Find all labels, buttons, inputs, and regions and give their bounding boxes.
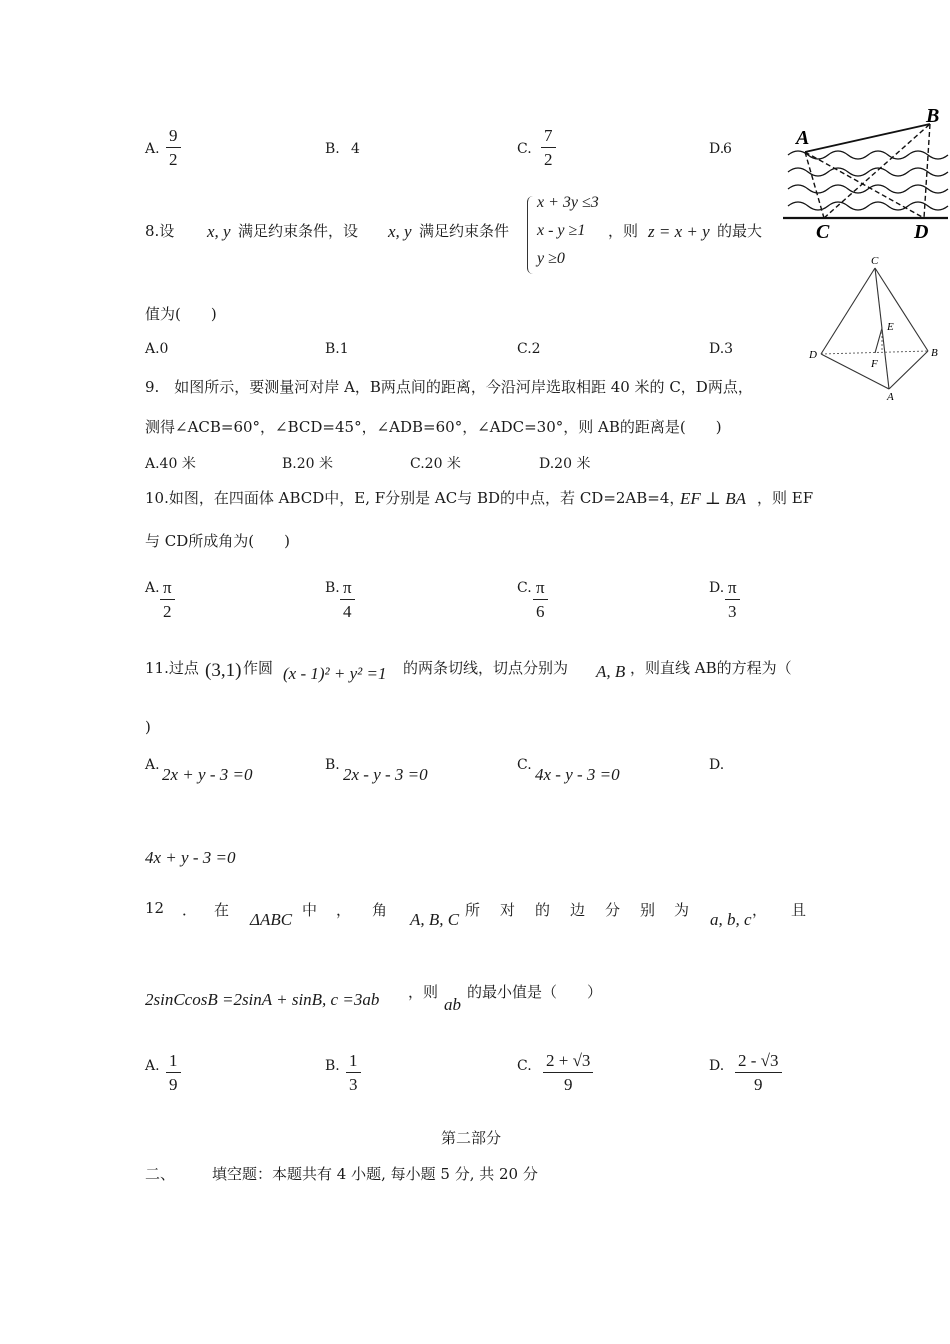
river-figure: [780, 100, 950, 245]
q10-option-c-fraction: $\frac{\pi}{6}$: [533, 577, 548, 624]
q12-condition: 2sinCcosB =2sinA + sinB, c =3ab: [145, 990, 380, 1009]
q10-option-d-label: D.: [709, 580, 725, 596]
q12-option-c-label: C.: [517, 1058, 532, 1074]
q10-line1-math: EF ⊥ BA: [680, 489, 747, 508]
q11-option-d-label: D.: [709, 757, 725, 773]
q7-option-c-label: C.: [517, 141, 532, 157]
q8-vars-1: x, y: [207, 222, 231, 241]
q11-option-c-eq: 4x - y - 3 =0: [535, 765, 620, 784]
q12-option-d-fraction: $\frac{2 - √3}{9}$: [735, 1050, 782, 1097]
q12-word: 的: [535, 901, 551, 919]
q10-line1-b: ，则 EF: [757, 489, 814, 507]
q12-word: 且: [791, 901, 807, 919]
q12-word: 对: [500, 901, 516, 919]
q7-option-d-label: D.: [709, 141, 725, 157]
q12-word: 角: [372, 901, 388, 919]
q8-objective: z = x + y: [648, 222, 710, 241]
q12-then: ，则: [408, 983, 439, 1001]
q11-close: ): [145, 718, 151, 736]
tetrahedron-figure: [805, 250, 950, 405]
q11-tangent-points: A, B: [596, 662, 626, 681]
q8-constraint-3: y ≥0: [537, 250, 565, 267]
q12-word: 所: [465, 901, 481, 919]
q11-text: 的两条切线，切点分别为: [403, 659, 569, 677]
q7-option-c-fraction: $\frac{7}{2}$: [541, 125, 556, 172]
q12-angles: A, B, C: [410, 910, 460, 929]
section-number: 二、: [145, 1165, 176, 1183]
tetra-label-b: B: [931, 347, 938, 359]
q12-sides: a, b, c: [710, 910, 752, 929]
q12-suffix: 的最小值是（ ）: [467, 983, 603, 1001]
q8-constraint-1: x + 3y ≤3: [537, 194, 599, 211]
q8-line2: 值为( ): [145, 305, 217, 323]
q11-circle: (x - 1)² + y² =1: [283, 664, 387, 683]
river-label-b: B: [926, 105, 940, 127]
q12-word: 在: [214, 901, 230, 919]
q9-option-c: C.20 米: [410, 456, 461, 472]
q7-option-a-fraction: $\frac{9}{2}$: [166, 125, 181, 172]
q10-option-d-fraction: $\frac{\pi}{3}$: [725, 577, 740, 624]
q12-target: ab: [444, 995, 461, 1014]
q12-word: 分: [605, 901, 621, 919]
q8-constraint-2: x - y ≥1: [537, 222, 586, 239]
q8-option-d: D.3: [709, 341, 734, 357]
tetra-label-d: D: [809, 349, 817, 361]
q12-word: 为: [674, 901, 690, 919]
q10-line2: 与 CD所成角为( ): [145, 532, 290, 550]
q8-option-a: A.0: [145, 341, 169, 357]
q12-word: 中: [302, 901, 318, 919]
q12-option-a-fraction: $\frac{1}{9}$: [166, 1050, 181, 1097]
q8-then: ，则: [608, 222, 639, 240]
q11-option-a-eq: 2x + y - 3 =0: [162, 765, 253, 784]
tetra-label-a: A: [887, 391, 894, 403]
q12-word: 边: [570, 901, 586, 919]
q12-word: ，: [336, 901, 352, 919]
q11-mid: 作圆: [243, 659, 274, 677]
river-label-c: C: [816, 221, 830, 243]
q12-option-b-label: B.: [325, 1058, 340, 1074]
q11-prefix: 11.过点: [145, 659, 199, 677]
q11-option-d-eq: 4x + y - 3 =0: [145, 848, 236, 867]
q9-line2: 测得∠ACB=60°，∠BCD=45°，∠ADB=60°，∠ADC=30°，则 AB的距离是( ): [145, 418, 722, 436]
q8-option-c: C.2: [517, 341, 541, 357]
q11-option-b-label: B.: [325, 757, 340, 773]
section-heading: 填空题：本题共有 4 小题, 每小题 5 分, 共 20 分: [212, 1165, 538, 1183]
q7-option-d-value: 6: [723, 141, 732, 157]
q8-option-b: B.1: [325, 341, 349, 357]
q8-vars-2: x, y: [388, 222, 412, 241]
q11-suffix: ，则直线 AB的方程为（: [630, 659, 792, 677]
q10-option-b-fraction: $\frac{\pi}{4}$: [340, 577, 355, 624]
q8-suffix: 的最大: [717, 222, 763, 240]
q11-option-b-eq: 2x - y - 3 =0: [343, 765, 428, 784]
q8-text-a: 满足约束条件，设: [238, 222, 359, 240]
q12-option-a-label: A.: [145, 1058, 160, 1074]
q12-word: 别: [640, 901, 656, 919]
tetra-label-f: F: [871, 358, 878, 370]
q8-brace: [527, 196, 533, 274]
q11-point: (3,1): [205, 660, 242, 681]
q9-option-b: B.20 米: [282, 456, 334, 472]
river-label-a: A: [796, 127, 810, 149]
q12-option-d-label: D.: [709, 1058, 725, 1074]
q8-text-b: 满足约束条件: [419, 222, 510, 240]
q10-option-c-label: C.: [517, 580, 532, 596]
q7-option-b-label: B.: [325, 141, 340, 157]
q10-option-a-fraction: $\frac{\pi}{2}$: [160, 577, 175, 624]
river-label-d: D: [914, 221, 929, 243]
q11-option-a-label: A.: [145, 757, 160, 773]
q10-line1-a: 10.如图，在四面体 ABCD中，E, F分别是 AC与 BD的中点，若 CD=2AB=4，: [145, 489, 685, 507]
q9-option-d: D.20 米: [539, 456, 591, 472]
q7-option-a-label: A.: [145, 141, 160, 157]
q9-option-a: A.40 米: [145, 456, 196, 472]
q12-option-b-fraction: $\frac{1}{3}$: [346, 1050, 361, 1097]
q12-word: ，: [752, 901, 768, 919]
tetra-label-c: C: [871, 255, 879, 267]
q9-line1: 9. 如图所示，要测量河对岸 A，B两点间的距离，今沿河岸选取相距 40 米的 C，D两点，: [145, 378, 753, 396]
q12-word: 12: [145, 899, 165, 917]
part2-title: 第二部分: [441, 1129, 502, 1147]
q12-triangle: ΔABC: [250, 910, 293, 929]
q12-word: ．: [182, 901, 198, 919]
q8-prefix: 8.设: [145, 222, 175, 240]
q7-option-b-value: 4: [351, 141, 360, 157]
tetra-label-e: E: [887, 321, 894, 333]
q10-option-b-label: B.: [325, 580, 340, 596]
q12-option-c-fraction: $\frac{2 + √3}{9}$: [543, 1050, 593, 1097]
q10-option-a-label: A.: [145, 580, 160, 596]
q11-option-c-label: C.: [517, 757, 532, 773]
